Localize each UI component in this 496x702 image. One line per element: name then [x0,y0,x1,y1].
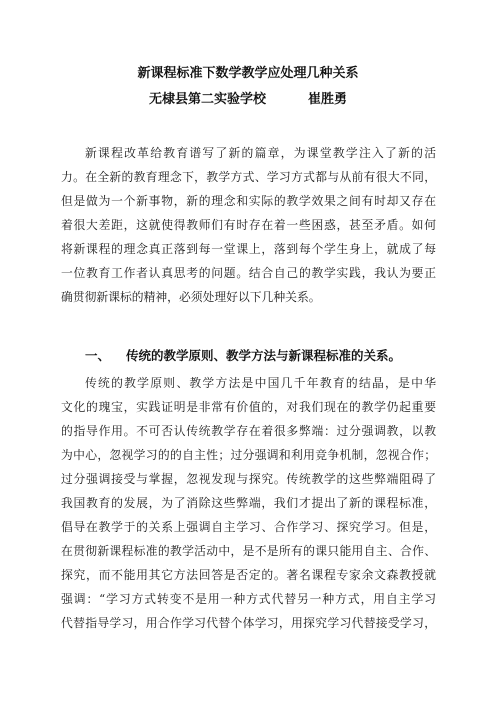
paragraph-line: 过分强调接受与掌握，忽视发现与探究。传统教学的这些弊端阻碍了 [61,472,436,486]
paragraph-line: 强调：“学习方式转变不是用一种方式代替另一种方式，用自主学习 [61,592,436,606]
paragraph-line: 确贯彻新课标的精神，必须处理好以下几种关系。 [61,290,321,304]
paragraph-line: 但是做为一个新事物，新的理念和实际的教学效果之间有时却又存在 [61,194,436,208]
section-heading-text: 传统的教学原则、教学方法与新课程标准的关系。 [126,348,402,363]
document-title: 新课程标准下数学教学应处理几种关系 [137,66,359,81]
author-name: 崔胜勇 [308,92,348,107]
paragraph-line: 着很大差距，这就使得教师们有时存在着一些困惑，甚至矛盾。如何 [61,218,436,232]
paragraph-line: 力。在全新的教育理念下，教学方式、学习方式都与从前有很大不同， [61,170,436,184]
paragraph-section1 [61,371,436,635]
paragraph-intro [61,141,436,309]
paragraph-line: 倡导在教学于的关系上强调自主学习、合作学习、探究学习。但是， [61,520,436,534]
school-name: 无棣县第二实验学校 [148,92,266,107]
paragraph-line: 将新课程的理念真正落到每一堂课上，落到每个学生身上，就成了每 [61,242,436,256]
paragraph-line: 新课程改革给教育谱写了新的篇章，为课堂教学注入了新的活 [85,146,436,160]
paragraph-line: 一位教育工作者认真思考的问题。结合自己的教学实践，我认为要正 [61,266,436,280]
paragraph-line: 的指导作用。不可否认传统教学存在着很多弊端：过分强调教，以教 [61,424,436,438]
section-heading [85,345,445,367]
paragraph-line: 在贯彻新课程标准的教学活动中，是不是所有的课只能用自主、合作、 [61,544,436,558]
paragraph-line: 探究，而不能用其它方法回答是否定的。著名课程专家余文森教授就 [61,568,436,582]
paragraph-line: 为中心，忽视学习的的自主性；过分强调和利用竞争机制，忽视合作； [61,448,436,462]
byline [0,92,496,108]
paragraph-line: 传统的教学原则、教学方法是中国几千年教育的结晶，是中华 [85,376,436,390]
section-number: 一、 [85,348,111,363]
paragraph-line: 文化的瑰宝，实践证明是非常有价值的，对我们现在的教学仍起重要 [61,400,436,414]
paragraph-line: 代替指导学习，用合作学习代替个体学习，用探究学习代替接受学习， [61,616,436,630]
paragraph-line: 我国教育的发展，为了消除这些弊端，我们才提出了新的课程标准， [61,496,436,510]
